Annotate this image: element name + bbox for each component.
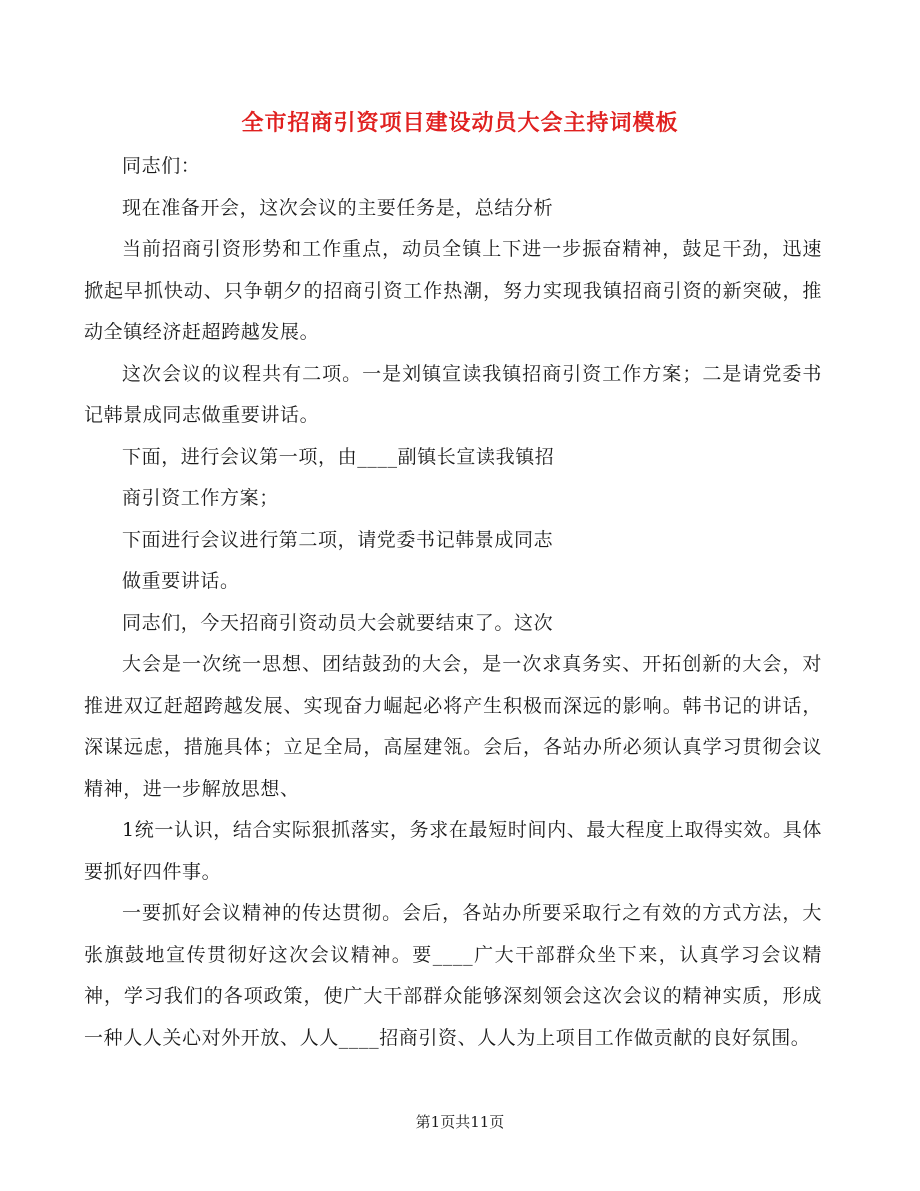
paragraph: 一要抓好会议精神的传达贯彻。会后，各站办所要采取行之有效的方式方法，大张旗鼓地宣传贯彻好这次会议精神。要____广大干部群众坐下来，认真学习会议精神，学习我们的各项政策，使广大干部群众能够深刻领会这次会议的精神实质，形成一种人人关心对外开放、人人____招商引资、人人为上项目工作做贡献的良好氛围。 [84, 902, 822, 1049]
paragraph: 1统一认识，结合实际狠抓落实，务求在最短时间内、最大程度上取得实效。具体要抓好四件事。 [84, 819, 822, 883]
document-body [84, 146, 822, 1059]
paragraph: 当前招商引资形势和工作重点，动员全镇上下进一步振奋精神，鼓足干劲，迅速掀起早抓快动、只争朝夕的招商引资工作热潮，努力实现我镇招商引资的新突破，推动全镇经济赶超跨越发展。 [84, 238, 822, 343]
document-title: 全市招商引资项目建设动员大会主持词模板 [241, 111, 679, 136]
paragraph: 这次会议的议程共有二项。一是刘镇宣读我镇招商引资工作方案；二是请党委书记韩景成同志做重要讲话。 [84, 362, 822, 426]
paragraph-greeting: 同志们： [122, 155, 201, 177]
paragraph: 现在准备开会，这次会议的主要任务是，总结分析 [122, 196, 554, 219]
paragraph: 下面，进行会议第一项，由____副镇长宣读我镇招 [122, 445, 555, 468]
paragraph: 大会是一次统一思想、团结鼓劲的大会，是一次求真务实、开拓创新的大会，对推进双辽赶超跨越发展、实现奋力崛起必将产生积极而深远的影响。韩书记的讲话，深谋远虑，措施具体；立足全局，高屋建瓴。会后，各站办所必须认真学习贯彻会议精神，进一步解放思想、 [84, 653, 822, 800]
paragraph: 做重要讲话。 [122, 570, 240, 592]
paragraph: 同志们，今天招商引资动员大会就要结束了。这次 [122, 611, 554, 634]
paragraph: 下面进行会议进行第二项，请党委书记韩景成同志 [122, 528, 554, 551]
page-number-footer: 第1页共11页 [415, 1113, 505, 1131]
paragraph: 商引资工作方案； [122, 487, 279, 509]
